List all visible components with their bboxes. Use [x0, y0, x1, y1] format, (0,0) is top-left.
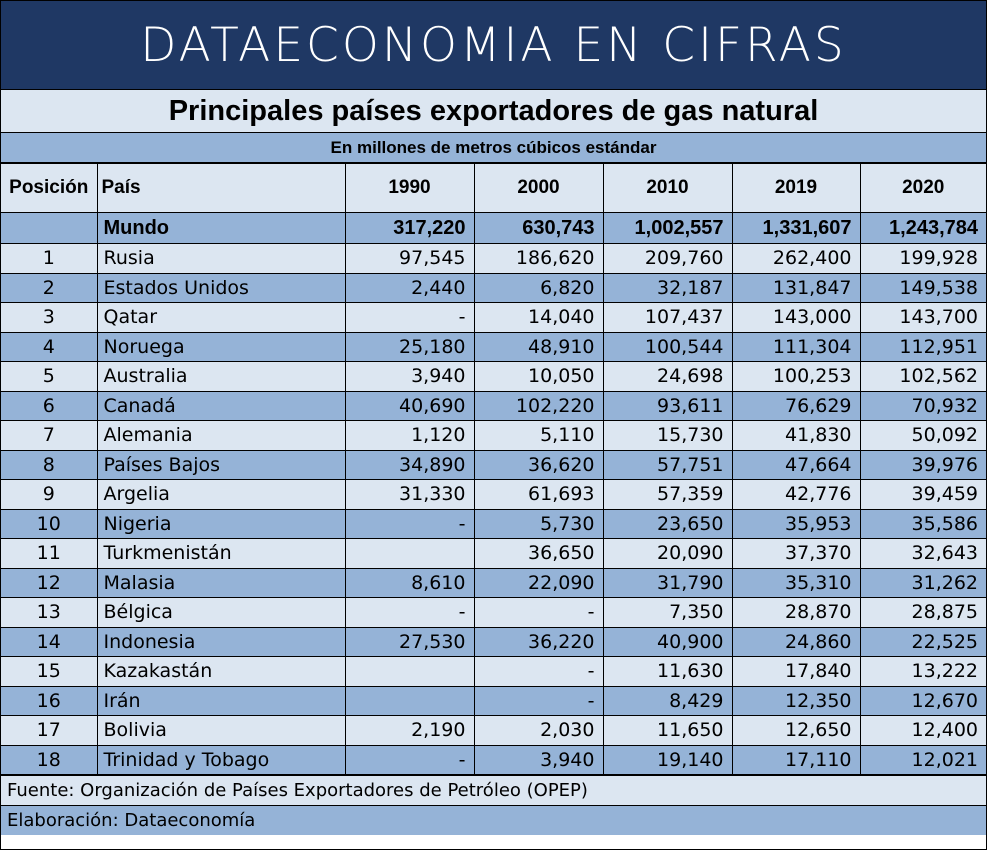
table-row	[1, 539, 986, 569]
value-cell: 11,630	[603, 657, 732, 687]
value-cell: 31,330	[345, 480, 474, 510]
world-position	[1, 213, 97, 244]
value-cell: -	[474, 686, 603, 716]
table-title-text: Principales países exportadores de gas natural	[168, 94, 819, 127]
position-cell: 5	[1, 362, 97, 392]
value-cell: 12,650	[732, 716, 860, 746]
world-value: 1,243,784	[860, 213, 986, 244]
country-cell: Argelia	[97, 480, 345, 510]
value-cell: 27,530	[345, 627, 474, 657]
value-cell: 8,610	[345, 568, 474, 598]
value-cell: -	[345, 509, 474, 539]
position-cell: 10	[1, 509, 97, 539]
column-header: Posición	[1, 164, 97, 213]
country-cell: Alemania	[97, 421, 345, 451]
value-cell: 41,830	[732, 421, 860, 451]
value-cell: 31,790	[603, 568, 732, 598]
column-header: 1990	[345, 164, 474, 213]
table-row	[1, 509, 986, 539]
value-cell: 7,350	[603, 598, 732, 628]
country-cell: Bolivia	[97, 716, 345, 746]
value-cell: 28,875	[860, 598, 986, 628]
value-cell: 100,253	[732, 362, 860, 392]
table-row	[1, 745, 986, 775]
country-cell: Qatar	[97, 303, 345, 333]
exporters-table	[1, 163, 986, 775]
country-cell: Noruega	[97, 332, 345, 362]
position-cell: 14	[1, 627, 97, 657]
value-cell: 40,690	[345, 391, 474, 421]
value-cell: 186,620	[474, 244, 603, 274]
value-cell: 36,650	[474, 539, 603, 569]
position-cell: 8	[1, 450, 97, 480]
value-cell: 262,400	[732, 244, 860, 274]
value-cell: 2,190	[345, 716, 474, 746]
credit-note	[1, 805, 986, 835]
position-cell: 12	[1, 568, 97, 598]
value-cell: 17,840	[732, 657, 860, 687]
value-cell: 23,650	[603, 509, 732, 539]
value-cell: 70,932	[860, 391, 986, 421]
position-cell: 4	[1, 332, 97, 362]
country-cell: Nigeria	[97, 509, 345, 539]
value-cell: 35,586	[860, 509, 986, 539]
value-cell: 76,629	[732, 391, 860, 421]
column-header: País	[97, 164, 345, 213]
value-cell: 143,700	[860, 303, 986, 333]
table-row	[1, 657, 986, 687]
column-header: 2019	[732, 164, 860, 213]
value-cell: -	[345, 303, 474, 333]
table-row	[1, 421, 986, 451]
value-cell: 57,359	[603, 480, 732, 510]
country-cell: Bélgica	[97, 598, 345, 628]
value-cell: 32,643	[860, 539, 986, 569]
value-cell: -	[345, 745, 474, 775]
country-cell: Turkmenistán	[97, 539, 345, 569]
value-cell: 209,760	[603, 244, 732, 274]
value-cell: 20,090	[603, 539, 732, 569]
value-cell: 100,544	[603, 332, 732, 362]
world-row	[1, 213, 986, 244]
table-row	[1, 273, 986, 303]
world-value: 1,331,607	[732, 213, 860, 244]
value-cell: 3,940	[345, 362, 474, 392]
value-cell: 22,090	[474, 568, 603, 598]
position-cell: 18	[1, 745, 97, 775]
country-cell: Kazakastán	[97, 657, 345, 687]
value-cell: 39,459	[860, 480, 986, 510]
value-cell: 199,928	[860, 244, 986, 274]
value-cell: 6,820	[474, 273, 603, 303]
value-cell: 1,120	[345, 421, 474, 451]
table-row	[1, 391, 986, 421]
value-cell: 24,860	[732, 627, 860, 657]
table-title	[1, 90, 986, 133]
table-row	[1, 303, 986, 333]
value-cell: 48,910	[474, 332, 603, 362]
value-cell: 102,220	[474, 391, 603, 421]
position-cell: 11	[1, 539, 97, 569]
value-cell: 12,350	[732, 686, 860, 716]
value-cell: 13,222	[860, 657, 986, 687]
value-cell: 39,976	[860, 450, 986, 480]
value-cell	[345, 539, 474, 569]
position-cell: 17	[1, 716, 97, 746]
value-cell: 36,220	[474, 627, 603, 657]
value-cell: 5,110	[474, 421, 603, 451]
country-cell: Países Bajos	[97, 450, 345, 480]
value-cell: 25,180	[345, 332, 474, 362]
world-label: Mundo	[97, 213, 345, 244]
value-cell: -	[474, 657, 603, 687]
table-subtitle-text: En millones de metros cúbicos estándar	[330, 137, 657, 157]
value-cell: 93,611	[603, 391, 732, 421]
value-cell: 111,304	[732, 332, 860, 362]
value-cell: 22,525	[860, 627, 986, 657]
value-cell: 3,940	[474, 745, 603, 775]
header-row	[1, 164, 986, 213]
value-cell	[345, 686, 474, 716]
column-header: 2020	[860, 164, 986, 213]
country-cell: Malasia	[97, 568, 345, 598]
value-cell: 15,730	[603, 421, 732, 451]
credit-text: Elaboración: Dataeconomía	[7, 810, 256, 831]
value-cell: 36,620	[474, 450, 603, 480]
country-cell: Canadá	[97, 391, 345, 421]
table-row	[1, 686, 986, 716]
table-subtitle	[1, 133, 986, 163]
country-cell: Australia	[97, 362, 345, 392]
value-cell: 143,000	[732, 303, 860, 333]
position-cell: 7	[1, 421, 97, 451]
value-cell: 57,751	[603, 450, 732, 480]
position-cell: 15	[1, 657, 97, 687]
value-cell: 112,951	[860, 332, 986, 362]
table-row	[1, 480, 986, 510]
value-cell: 5,730	[474, 509, 603, 539]
value-cell: 12,670	[860, 686, 986, 716]
value-cell: 61,693	[474, 480, 603, 510]
value-cell: 131,847	[732, 273, 860, 303]
value-cell: 37,370	[732, 539, 860, 569]
value-cell: 12,400	[860, 716, 986, 746]
value-cell: 34,890	[345, 450, 474, 480]
table-row	[1, 627, 986, 657]
value-cell: 17,110	[732, 745, 860, 775]
position-cell: 2	[1, 273, 97, 303]
country-cell: Trinidad y Tobago	[97, 745, 345, 775]
value-cell: 40,900	[603, 627, 732, 657]
value-cell: 35,953	[732, 509, 860, 539]
value-cell: 2,030	[474, 716, 603, 746]
value-cell: 28,870	[732, 598, 860, 628]
table-row	[1, 716, 986, 746]
world-value: 1,002,557	[603, 213, 732, 244]
value-cell: 102,562	[860, 362, 986, 392]
value-cell: 31,262	[860, 568, 986, 598]
value-cell	[345, 657, 474, 687]
column-header: 2000	[474, 164, 603, 213]
value-cell: -	[345, 598, 474, 628]
table-row	[1, 598, 986, 628]
value-cell: 35,310	[732, 568, 860, 598]
value-cell: 149,538	[860, 273, 986, 303]
table-row	[1, 568, 986, 598]
value-cell: 50,092	[860, 421, 986, 451]
position-cell: 3	[1, 303, 97, 333]
source-note	[1, 775, 986, 805]
world-value: 630,743	[474, 213, 603, 244]
value-cell: 8,429	[603, 686, 732, 716]
table-row	[1, 332, 986, 362]
position-cell: 13	[1, 598, 97, 628]
country-cell: Rusia	[97, 244, 345, 274]
value-cell: 14,040	[474, 303, 603, 333]
table-row	[1, 450, 986, 480]
value-cell: 24,698	[603, 362, 732, 392]
table-row	[1, 362, 986, 392]
value-cell: 107,437	[603, 303, 732, 333]
value-cell: 47,664	[732, 450, 860, 480]
position-cell: 6	[1, 391, 97, 421]
source-text: Fuente: Organización de Países Exportadores de Petróleo (OPEP)	[7, 780, 588, 801]
position-cell: 16	[1, 686, 97, 716]
country-cell: Irán	[97, 686, 345, 716]
country-cell: Indonesia	[97, 627, 345, 657]
position-cell: 9	[1, 480, 97, 510]
value-cell: 32,187	[603, 273, 732, 303]
world-value: 317,220	[345, 213, 474, 244]
table-row	[1, 244, 986, 274]
value-cell: 97,545	[345, 244, 474, 274]
value-cell: 11,650	[603, 716, 732, 746]
country-cell: Estados Unidos	[97, 273, 345, 303]
value-cell: 42,776	[732, 480, 860, 510]
column-header: 2010	[603, 164, 732, 213]
value-cell: -	[474, 598, 603, 628]
value-cell: 2,440	[345, 273, 474, 303]
banner-text: DATAECONOMIA EN CIFRAS	[140, 17, 847, 73]
value-cell: 10,050	[474, 362, 603, 392]
position-cell: 1	[1, 244, 97, 274]
value-cell: 12,021	[860, 745, 986, 775]
value-cell: 19,140	[603, 745, 732, 775]
banner	[1, 1, 986, 90]
